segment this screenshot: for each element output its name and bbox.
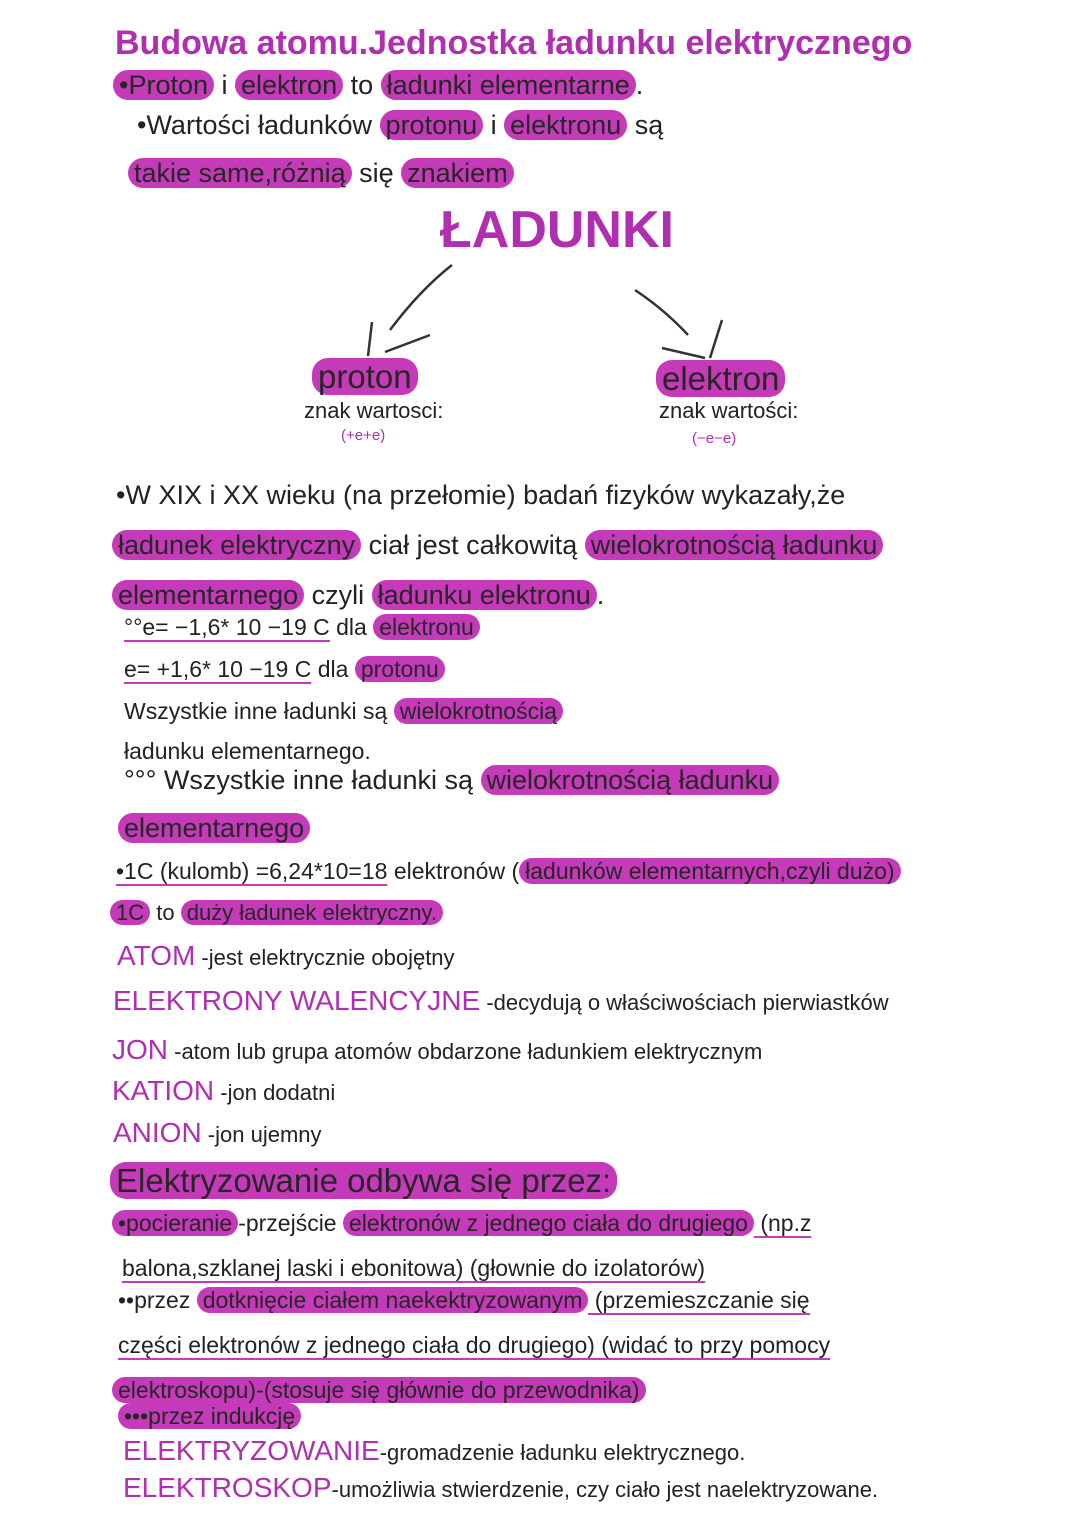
highlight-takie-same: takie same,różnią xyxy=(128,158,352,188)
electrification-line-2 xyxy=(122,1255,705,1282)
arrow-right-head-2 xyxy=(662,348,705,358)
text: . xyxy=(635,70,644,100)
highlight-1c: 1C xyxy=(110,900,150,925)
history-line-1: •W XIX i XX wieku (na przełomie) badań fizyków wykazały,że xyxy=(116,480,846,510)
coulomb-line-2 xyxy=(110,900,443,926)
text: części elektronów z jednego ciała do drugiego) (widać to przy pomocy xyxy=(118,1332,831,1358)
others-line-4 xyxy=(118,813,310,844)
text: (przemieszczanie się xyxy=(588,1287,810,1313)
arrow-left-line xyxy=(390,265,452,330)
def-elektryzowanie xyxy=(123,1435,745,1467)
highlight-dotkniecie: dotknięcie ciałem naekektryzowanym xyxy=(197,1287,589,1313)
highlight-elektroskopu: elektroskopu)-(stosuje się głównie do przewodnika) xyxy=(112,1377,646,1403)
text: balona,szklanej laski i ebonitowa) (głownie do izolatorów) xyxy=(122,1255,705,1281)
highlight-ladunku-elektronu: ładunku elektronu xyxy=(372,580,597,610)
highlight-indukcje: •••przez indukcję xyxy=(118,1403,301,1429)
text: i xyxy=(214,70,236,100)
text: to xyxy=(343,70,381,100)
highlight-proton: •Proton xyxy=(113,70,214,100)
def-desc: -decydują o właściwościach pierwiastków xyxy=(480,990,889,1015)
highlight-elektronu-2: elektronu xyxy=(373,614,480,640)
highlight-przejscie: elektronów z jednego ciała do drugiego xyxy=(343,1210,754,1236)
text: ••przez xyxy=(118,1287,197,1313)
proton-value: (+e+e) xyxy=(341,427,386,444)
others-line-2: ładunku elementarnego. xyxy=(124,738,371,764)
def-term: ATOM xyxy=(117,940,196,971)
def-desc: -jon dodatni xyxy=(214,1080,336,1105)
text: dla xyxy=(311,656,355,682)
highlight-ladunek-elektryczny: ładunek elektryczny xyxy=(112,530,361,560)
diagram-proton xyxy=(312,358,418,396)
def-term: ELEKTROSKOP xyxy=(123,1472,332,1503)
proton-caption: znak wartosci: xyxy=(304,398,444,423)
highlight-elektronu: elektronu xyxy=(504,110,627,140)
text: (np.z xyxy=(753,1210,812,1236)
text: się xyxy=(351,158,402,188)
def-desc: -umożliwia stwierdzenie, czy ciało jest naelektryzowane. xyxy=(331,1477,879,1502)
text: ciał jest całkowitą xyxy=(361,530,585,560)
text: . xyxy=(596,580,605,610)
def-elektroskop xyxy=(123,1472,878,1504)
diagram-heading: ŁADUNKI xyxy=(440,201,674,259)
highlight-znakiem: znakiem xyxy=(401,158,514,188)
highlight-ladunki-elementarne: ładunki elementarne xyxy=(381,70,636,100)
history-line-2 xyxy=(112,530,883,561)
text: i xyxy=(483,110,505,140)
arrow-right-head-1 xyxy=(710,320,722,358)
arrow-left-head-2 xyxy=(385,335,430,352)
highlight-elektron: elektron xyxy=(235,70,343,100)
def-atom xyxy=(117,940,455,972)
formula-electron-value: °°e= −1,6* 10 −19 C xyxy=(124,614,330,640)
def-term: ANION xyxy=(113,1117,202,1148)
proton-label: proton xyxy=(312,358,418,395)
history-line-3 xyxy=(112,580,604,611)
formula-electron xyxy=(124,614,480,641)
def-elektrony-walencyjne xyxy=(113,985,889,1017)
electrification-line-5 xyxy=(112,1377,646,1404)
text: -przejście xyxy=(238,1210,343,1236)
others-line-3 xyxy=(124,765,779,796)
highlight-wielokrotnoscia: wielokrotnością ładunku xyxy=(585,530,884,560)
def-term: ELEKTRYZOWANIE xyxy=(123,1435,380,1466)
page-title: Budowa atomu.Jednostka ładunku elektrycznego xyxy=(115,24,913,62)
text: dla xyxy=(329,614,374,640)
def-term: JON xyxy=(112,1034,168,1065)
def-desc: -jest elektrycznie obojętny xyxy=(195,945,455,970)
arrow-right-line xyxy=(635,290,688,335)
def-jon xyxy=(112,1034,762,1066)
electrification-line-3 xyxy=(118,1287,810,1314)
def-kation xyxy=(112,1075,335,1107)
def-anion xyxy=(113,1117,322,1149)
def-desc: -gromadzenie ładunku elektrycznego. xyxy=(379,1440,746,1465)
arrow-left-head-1 xyxy=(368,322,372,356)
text: są xyxy=(627,110,664,140)
highlight-elementarnego-2: elementarnego xyxy=(118,813,310,843)
def-term: KATION xyxy=(112,1075,215,1106)
highlight-elementarnego: elementarnego xyxy=(112,580,304,610)
elektron-caption: znak wartości: xyxy=(659,398,799,423)
text: czyli xyxy=(304,580,372,610)
highlight-protonu-2: protonu xyxy=(355,656,445,682)
text: Wszystkie inne ładunki są xyxy=(124,698,394,724)
formula-proton-value: e= +1,6* 10 −19 C xyxy=(124,656,312,682)
highlight-ladunkow-elementarnych: ładunków elementarnych,czyli dużo) xyxy=(519,858,900,884)
highlight-wielokrotnoscia-2: wielokrotnością xyxy=(394,698,563,724)
electrification-line-1 xyxy=(112,1210,811,1237)
formula-proton xyxy=(124,656,445,683)
others-line-1 xyxy=(124,698,563,725)
def-desc: -atom lub grupa atomów obdarzone ładunkiem elektrycznym xyxy=(168,1039,763,1064)
coulomb-value: •1C (kulomb) =6,24*10=18 xyxy=(116,858,388,884)
diagram-elektron xyxy=(656,360,785,398)
text: to xyxy=(150,900,181,925)
electrification-line-4 xyxy=(118,1332,830,1359)
highlight-protonu: protonu xyxy=(380,110,484,140)
text: elektronów ( xyxy=(387,858,520,884)
highlight-wielokrotnoscia-ladunku: wielokrotnością ładunku xyxy=(481,765,780,795)
highlight-pocieranie: •pocieranie xyxy=(112,1210,238,1236)
elektron-value: (−e−e) xyxy=(692,430,737,447)
text: °°° Wszystkie inne ładunki są xyxy=(124,765,481,795)
def-term: ELEKTRONY WALENCYJNE xyxy=(113,985,481,1016)
electrification-line-6 xyxy=(118,1403,301,1430)
elektron-label: elektron xyxy=(656,360,785,397)
electrification-heading xyxy=(110,1162,617,1200)
highlight-duzy-ladunek: duży ładunek elektryczny. xyxy=(181,900,443,925)
coulomb-line-1 xyxy=(116,858,901,885)
highlight-heading: Elektryzowanie odbywa się przez: xyxy=(110,1162,617,1199)
text: •Wartości ładunków xyxy=(137,110,380,140)
def-desc: -jon ujemny xyxy=(201,1122,322,1147)
